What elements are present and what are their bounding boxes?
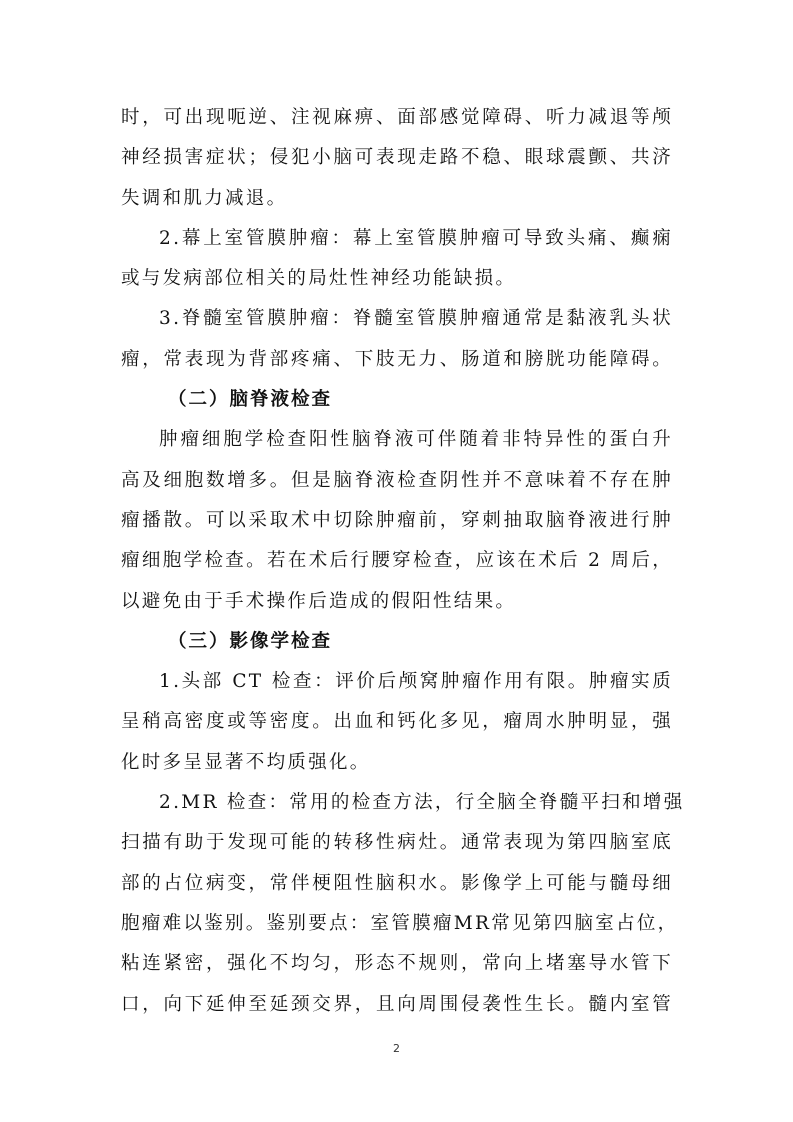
section-heading: （三）影像学检查 [168,630,333,652]
paragraph-line: 1.头部 CT 检查：评价后颅窝肿瘤作用有限。肿瘤实质 [159,671,673,693]
paragraph-line: 高及细胞数增多。但是脑脊液检查阴性并不意味着不存在肿 [121,469,673,491]
paragraph-line: 胞瘤难以鉴别。鉴别要点：室管膜瘤MR常见第四脑室占位， [121,912,679,934]
paragraph-line: 或与发病部位相关的局灶性神经功能缺损。 [121,268,517,290]
paragraph-line: 口，向下延伸至延颈交界，且向周围侵袭性生长。髓内室管 [121,993,673,1015]
paragraph-line: 粘连紧密，强化不均匀，形态不规则，常向上堵塞导水管下 [121,953,673,975]
paragraph-line: 瘤细胞学检查。若在术后行腰穿检查，应该在术后 2 周后， [121,550,673,572]
page-number: 2 [393,1042,400,1055]
paragraph-line: 失调和肌力减退。 [121,187,288,209]
paragraph-line: 2.MR 检查：常用的检查方法，行全脑全脊髓平扫和增强 [159,792,685,814]
paragraph-line: 以避免由于手术操作后造成的假阳性结果。 [121,590,517,612]
paragraph-line: 时，可出现呃逆、注视麻痹、面部感觉障碍、听力减退等颅 [121,107,673,128]
section-heading: （二）脑脊液检查 [168,389,333,411]
paragraph-line: 呈稍高密度或等密度。出血和钙化多见，瘤周水肿明显，强 [121,711,673,733]
paragraph-line: 化时多呈显著不均质强化。 [121,751,371,773]
document-body [121,98,685,1025]
paragraph-line: 肿瘤细胞学检查阳性脑脊液可伴随着非特异性的蛋白升 [159,429,673,451]
paragraph-line: 部的占位病变，常伴梗阻性脑积水。影像学上可能与髓母细 [121,872,673,894]
paragraph-line: 2.幕上室管膜肿瘤：幕上室管膜肿瘤可导致头痛、癫痫 [159,227,673,249]
paragraph-line: 扫描有助于发现可能的转移性病灶。通常表现为第四脑室底 [121,832,673,854]
paragraph-line: 瘤，常表现为背部疼痛、下肢无力、肠道和膀胱功能障碍。 [121,348,673,370]
paragraph-line: 3.脊髓室管膜肿瘤：脊髓室管膜肿瘤通常是黏液乳头状 [159,308,673,330]
paragraph-line: 神经损害症状；侵犯小脑可表现走路不稳、眼球震颤、共济 [121,147,673,169]
paragraph-line: 瘤播散。可以采取术中切除肿瘤前，穿刺抽取脑脊液进行肿 [121,509,673,531]
